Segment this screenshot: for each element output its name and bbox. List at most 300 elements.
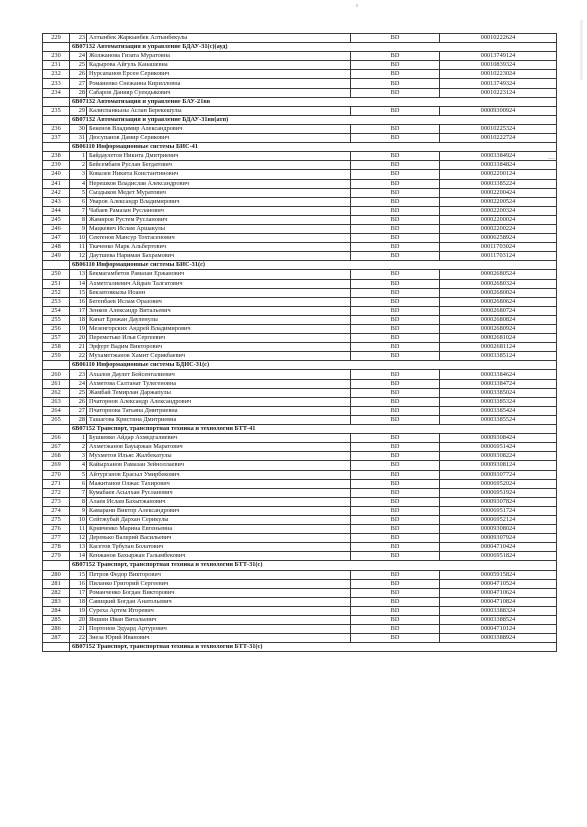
table-row	[43, 61, 557, 70]
student-name: Мухметов Ильяс Жалбекатулы	[87, 452, 351, 461]
diploma-number: 00013749324	[440, 79, 557, 88]
row-number: 249	[43, 252, 70, 261]
diploma-number: 00009307824	[440, 497, 557, 506]
group-row-number: 28	[70, 415, 87, 424]
row-number: 286	[43, 625, 70, 634]
group-row-number: 26	[70, 397, 87, 406]
row-number: 287	[43, 634, 70, 643]
table-row	[43, 343, 557, 352]
degree-code: BD	[351, 106, 440, 115]
student-name: Мухаметжанов Хамит Серикбаевич	[87, 352, 351, 361]
row-number: 266	[43, 434, 70, 443]
degree-code: BD	[351, 452, 440, 461]
diploma-number: 00003388924	[440, 634, 557, 643]
row-number: 259	[43, 352, 70, 361]
diploma-number: 00010839324	[440, 61, 557, 70]
table-row	[43, 79, 557, 88]
student-name: Бекмагамбетов Рамазан Ержанович	[87, 270, 351, 279]
group-row-number: 20	[70, 334, 87, 343]
diploma-number: 00010223024	[440, 70, 557, 79]
row-number: 250	[43, 270, 70, 279]
row-number: 275	[43, 515, 70, 524]
diploma-number: 00009308224	[440, 452, 557, 461]
group-row-number: 6	[70, 479, 87, 488]
row-number: 239	[43, 161, 70, 170]
diploma-number: 00002200424	[440, 188, 557, 197]
diploma-number: 00002200524	[440, 197, 557, 206]
student-name: Петров Федор Викторович	[87, 570, 351, 579]
student-name: Суреха Артем Игоревич	[87, 606, 351, 615]
diploma-number: 00002680024	[440, 288, 557, 297]
student-name: Деревько Валерий Васильевич	[87, 534, 351, 543]
student-name: Бегенбаев Ислам Оразович	[87, 297, 351, 306]
diploma-number: 00003385124	[440, 352, 557, 361]
degree-code: BD	[351, 434, 440, 443]
table-row	[43, 370, 557, 379]
table-row	[43, 170, 557, 179]
group-header-row	[43, 143, 557, 152]
row-number: 276	[43, 525, 70, 534]
group-header-row	[43, 643, 557, 652]
degree-code: BD	[351, 252, 440, 261]
group-row-number: 12	[70, 534, 87, 543]
student-name: Пчаторнов Александр Александрович	[87, 397, 351, 406]
table-row	[43, 570, 557, 579]
group-row-number: 12	[70, 252, 87, 261]
group-header-blank	[43, 261, 70, 270]
degree-code: BD	[351, 188, 440, 197]
student-name: Калиспанкызы Аслан Берекешулы	[87, 106, 351, 115]
group-header-blank	[43, 97, 70, 106]
diploma-number: 00003385324	[440, 397, 557, 406]
diploma-number: 00003385224	[440, 179, 557, 188]
student-name: Камарани Виктор Александрович	[87, 506, 351, 515]
row-number: 247	[43, 234, 70, 243]
table-row	[43, 497, 557, 506]
row-number: 260	[43, 370, 70, 379]
diploma-number: 00002680324	[440, 279, 557, 288]
diploma-number: 00006951924	[440, 488, 557, 497]
diploma-number: 00002200324	[440, 206, 557, 215]
row-number: 261	[43, 379, 70, 388]
row-number: 246	[43, 224, 70, 233]
student-name: Уваров Александр Владимирович	[87, 197, 351, 206]
student-name: Жолжанова Гизата Муратовна	[87, 52, 351, 61]
diploma-number: 00006952124	[440, 515, 557, 524]
table-row	[43, 543, 557, 552]
student-name: Кадырова Айгуль Канашевна	[87, 61, 351, 70]
diploma-number: 00002680624	[440, 297, 557, 306]
diploma-number: 00006951424	[440, 443, 557, 452]
group-header-title: 6В07152 Транспорт, транспортная техника и технологии БТТ-31(с)	[70, 643, 557, 652]
table-row	[43, 288, 557, 297]
table-row	[43, 325, 557, 334]
group-header-row	[43, 115, 557, 124]
degree-code: BD	[351, 70, 440, 79]
group-row-number: 7	[70, 488, 87, 497]
group-header-title: 6В06110 Информационные системы БИС-41	[70, 143, 557, 152]
row-number: 251	[43, 279, 70, 288]
student-name: Переметько Илья Сергеевич	[87, 334, 351, 343]
table-row	[43, 606, 557, 615]
student-name: Нерешков Владислав Александрович	[87, 179, 351, 188]
table-row	[43, 579, 557, 588]
row-number: 253	[43, 297, 70, 306]
row-number: 282	[43, 588, 70, 597]
group-row-number: 20	[70, 616, 87, 625]
student-name: Дюсупанов Дамир Серикович	[87, 134, 351, 143]
group-row-number: 30	[70, 124, 87, 133]
row-number: 240	[43, 170, 70, 179]
student-name: Ткаченко Марк Альбертович	[87, 243, 351, 252]
student-name: Эрфурт Вадим Викторович	[87, 343, 351, 352]
diploma-number: 00002680924	[440, 325, 557, 334]
group-row-number: 9	[70, 224, 87, 233]
student-name: Касетов Трбулан Болатович	[87, 543, 351, 552]
diploma-number: 00006952024	[440, 479, 557, 488]
degree-code: BD	[351, 406, 440, 415]
diploma-number: 00003388324	[440, 606, 557, 615]
row-number: 242	[43, 188, 70, 197]
degree-code: BD	[351, 379, 440, 388]
row-number: 248	[43, 243, 70, 252]
table-row	[43, 215, 557, 224]
table-row	[43, 352, 557, 361]
group-row-number: 18	[70, 315, 87, 324]
table-row	[43, 625, 557, 634]
diploma-number: 00003385524	[440, 415, 557, 424]
diploma-number: 00011703024	[440, 243, 557, 252]
table-row	[43, 534, 557, 543]
degree-code: BD	[351, 206, 440, 215]
student-name: Пиланко Григорий Сергеевич	[87, 579, 351, 588]
row-number: 271	[43, 479, 70, 488]
row-number: 235	[43, 106, 70, 115]
diploma-number: 00011703124	[440, 252, 557, 261]
student-name: Сейтжубай Дархан Серикулы	[87, 515, 351, 524]
row-number: 262	[43, 388, 70, 397]
row-number: 229	[43, 34, 70, 43]
group-row-number: 18	[70, 597, 87, 606]
degree-code: BD	[351, 79, 440, 88]
row-number: 264	[43, 406, 70, 415]
degree-code: BD	[351, 397, 440, 406]
group-header-blank	[43, 425, 70, 434]
row-number: 231	[43, 61, 70, 70]
degree-code: BD	[351, 634, 440, 643]
degree-code: BD	[351, 443, 440, 452]
group-header-blank	[43, 643, 70, 652]
row-number: 281	[43, 579, 70, 588]
group-row-number: 5	[70, 188, 87, 197]
table-row	[43, 597, 557, 606]
degree-code: BD	[351, 606, 440, 615]
diploma-number: 00004710424	[440, 543, 557, 552]
degree-code: BD	[351, 288, 440, 297]
table-row	[43, 297, 557, 306]
degree-code: BD	[351, 270, 440, 279]
group-header-title: 6В06110 Информационные системы БИС-31(с)	[70, 261, 557, 270]
group-row-number: 25	[70, 61, 87, 70]
table-row	[43, 270, 557, 279]
row-number: 233	[43, 79, 70, 88]
group-header-title: 6В07132 Автоматизация и управление БДАУ-31вв(атп)	[70, 115, 557, 124]
group-row-number: 14	[70, 552, 87, 561]
group-row-number: 14	[70, 279, 87, 288]
row-number: 258	[43, 343, 70, 352]
degree-code: BD	[351, 579, 440, 588]
diploma-number: 00010222624	[440, 34, 557, 43]
student-name: Ташагова Кристина Дмитриевна	[87, 415, 351, 424]
table-row	[43, 88, 557, 97]
group-row-number: 29	[70, 106, 87, 115]
group-row-number: 10	[70, 234, 87, 243]
row-number: 283	[43, 597, 70, 606]
group-row-number: 16	[70, 579, 87, 588]
student-name: Мацкевич Ислам Аршакулы	[87, 224, 351, 233]
degree-code: BD	[351, 525, 440, 534]
row-number: 278	[43, 543, 70, 552]
degree-code: BD	[351, 461, 440, 470]
group-row-number: 17	[70, 306, 87, 315]
table-row	[43, 443, 557, 452]
group-row-number: 9	[70, 506, 87, 515]
degree-code: BD	[351, 279, 440, 288]
scan-mark-top	[356, 4, 358, 7]
row-number: 244	[43, 206, 70, 215]
diploma-number: 00009307924	[440, 534, 557, 543]
student-name: Алтынбек Жаркынбек Алтынбекулы	[87, 34, 351, 43]
table-row	[43, 506, 557, 515]
student-name: Байдаулетов Никита Дмитриевич	[87, 152, 351, 161]
table-row	[43, 552, 557, 561]
row-number: 279	[43, 552, 70, 561]
row-number: 265	[43, 415, 70, 424]
row-number: 267	[43, 443, 70, 452]
diploma-number: 00009307724	[440, 470, 557, 479]
table-row	[43, 334, 557, 343]
degree-code: BD	[351, 315, 440, 324]
student-name: Даутшева Нариман Бахрамович	[87, 252, 351, 261]
degree-code: BD	[351, 215, 440, 224]
table-row	[43, 197, 557, 206]
diploma-number: 00006951724	[440, 506, 557, 515]
row-number: 268	[43, 452, 70, 461]
group-row-number: 13	[70, 543, 87, 552]
student-name: Кенжанов Бахыржан Галымбекович	[87, 552, 351, 561]
degree-code: BD	[351, 224, 440, 233]
degree-code: BD	[351, 88, 440, 97]
group-row-number: 25	[70, 388, 87, 397]
diploma-number: 00002200124	[440, 170, 557, 179]
degree-code: BD	[351, 370, 440, 379]
row-number: 230	[43, 52, 70, 61]
group-row-number: 2	[70, 443, 87, 452]
student-list-sheet	[42, 33, 540, 652]
table-row	[43, 434, 557, 443]
student-name: Чабаев Рамазан Русланович	[87, 206, 351, 215]
student-name: Нурсапанов Ерсен Серикович	[87, 70, 351, 79]
student-name: Зенков Александр Витальевич	[87, 306, 351, 315]
group-header-title: 6В07132 Автоматизация и управление БДАУ-31(с)(ауд)	[70, 43, 557, 52]
table-row	[43, 634, 557, 643]
group-row-number: 3	[70, 170, 87, 179]
group-header-blank	[43, 115, 70, 124]
row-number: 254	[43, 306, 70, 315]
row-number: 243	[43, 197, 70, 206]
degree-code: BD	[351, 170, 440, 179]
diploma-number: 00002681024	[440, 334, 557, 343]
degree-code: BD	[351, 506, 440, 515]
diploma-number: 00010222724	[440, 134, 557, 143]
diploma-number: 00003385424	[440, 406, 557, 415]
student-name: Кривченко Марина Евгеньевна	[87, 525, 351, 534]
table-row	[43, 452, 557, 461]
degree-code: BD	[351, 388, 440, 397]
degree-code: BD	[351, 497, 440, 506]
group-row-number: 5	[70, 470, 87, 479]
table-row	[43, 315, 557, 324]
table-row	[43, 243, 557, 252]
group-row-number: 13	[70, 270, 87, 279]
degree-code: BD	[351, 515, 440, 524]
group-row-number: 23	[70, 370, 87, 379]
student-name: Яншин Иван Витальевич	[87, 616, 351, 625]
table-row	[43, 406, 557, 415]
table-row	[43, 124, 557, 133]
group-row-number: 1	[70, 434, 87, 443]
student-name: Жамбай Темирлан Даржапулы	[87, 388, 351, 397]
degree-code: BD	[351, 152, 440, 161]
row-number: 255	[43, 315, 70, 324]
student-table	[42, 33, 557, 652]
diploma-number: 00003384824	[440, 161, 557, 170]
degree-code: BD	[351, 197, 440, 206]
degree-code: BD	[351, 543, 440, 552]
student-name: Кайырханов Рамазан Зейноллаевич	[87, 461, 351, 470]
table-row	[43, 70, 557, 79]
group-row-number: 27	[70, 406, 87, 415]
group-row-number: 11	[70, 243, 87, 252]
diploma-number: 00004710124	[440, 625, 557, 634]
group-row-number: 24	[70, 379, 87, 388]
table-row	[43, 397, 557, 406]
group-row-number: 4	[70, 179, 87, 188]
table-row	[43, 152, 557, 161]
student-name: Бейсембаев Руслан Бегдатович	[87, 161, 351, 170]
student-name: Романенко Снежанна Кирилловна	[87, 79, 351, 88]
diploma-number: 00005915824	[440, 570, 557, 579]
degree-code: BD	[351, 625, 440, 634]
group-row-number: 1	[70, 152, 87, 161]
student-name: Ковалев Никита Константинович	[87, 170, 351, 179]
table-row	[43, 461, 557, 470]
group-row-number: 23	[70, 34, 87, 43]
group-header-row	[43, 97, 557, 106]
row-number: 232	[43, 70, 70, 79]
diploma-number: 00003385024	[440, 388, 557, 397]
student-name: Мажитанов Олжас Тахирович	[87, 479, 351, 488]
group-row-number: 28	[70, 88, 87, 97]
group-header-title: 6В07152 Транспорт, транспортная техника и технологии БТТ-41	[70, 425, 557, 434]
degree-code: BD	[351, 588, 440, 597]
group-row-number: 26	[70, 70, 87, 79]
student-name: Савицкий Богдан Анатольевич	[87, 597, 351, 606]
group-header-blank	[43, 361, 70, 370]
student-name: Бекзатовкызы Иоанн	[87, 288, 351, 297]
group-header-title: 6В07132 Автоматизация и управление БАУ-21вв	[70, 97, 557, 106]
degree-code: BD	[351, 61, 440, 70]
degree-code: BD	[351, 306, 440, 315]
student-name: Ахылов Даулет Бейсенгалиевич	[87, 370, 351, 379]
degree-code: BD	[351, 552, 440, 561]
group-row-number: 17	[70, 588, 87, 597]
student-name: Алаев Ислам Бахытжанович	[87, 497, 351, 506]
row-number: 285	[43, 616, 70, 625]
group-row-number: 22	[70, 634, 87, 643]
diploma-number: 00006258924	[440, 234, 557, 243]
group-header-blank	[43, 561, 70, 570]
group-header-blank	[43, 43, 70, 52]
group-row-number: 21	[70, 625, 87, 634]
diploma-number: 00004710824	[440, 597, 557, 606]
group-row-number: 7	[70, 206, 87, 215]
student-name: Ахметжанов Бауыржан Маратович	[87, 443, 351, 452]
student-name: Сектенов Мансур Тохтасенович	[87, 234, 351, 243]
student-name: Романченко Богдан Викторович	[87, 588, 351, 597]
row-number: 263	[43, 397, 70, 406]
row-number: 273	[43, 497, 70, 506]
diploma-number: 00013749124	[440, 52, 557, 61]
table-row	[43, 224, 557, 233]
degree-code: BD	[351, 52, 440, 61]
diploma-number: 00002680524	[440, 270, 557, 279]
table-row	[43, 134, 557, 143]
degree-code: BD	[351, 124, 440, 133]
diploma-number: 00002200024	[440, 215, 557, 224]
student-name: Сыздыков Медет Муратович	[87, 188, 351, 197]
student-name: Пчаторнова Татьяна Дмитриевна	[87, 406, 351, 415]
row-number: 234	[43, 88, 70, 97]
row-number: 274	[43, 506, 70, 515]
degree-code: BD	[351, 334, 440, 343]
student-name: Зиеза Юрий Иванович	[87, 634, 351, 643]
group-row-number: 10	[70, 515, 87, 524]
student-name: Сабаров Данияр Суендыкович	[87, 88, 351, 97]
student-name: Портонов Эдуард Артурович	[87, 625, 351, 634]
diploma-number: 00004710624	[440, 588, 557, 597]
group-row-number: 21	[70, 343, 87, 352]
degree-code: BD	[351, 134, 440, 143]
degree-code: BD	[351, 343, 440, 352]
degree-code: BD	[351, 161, 440, 170]
group-row-number: 6	[70, 197, 87, 206]
student-name: Айтурганов Ерасыл Умирбекович	[87, 470, 351, 479]
row-number: 284	[43, 606, 70, 615]
degree-code: BD	[351, 534, 440, 543]
table-row	[43, 279, 557, 288]
degree-code: BD	[351, 179, 440, 188]
degree-code: BD	[351, 243, 440, 252]
row-number: 256	[43, 325, 70, 334]
degree-code: BD	[351, 415, 440, 424]
diploma-number: 00006951824	[440, 552, 557, 561]
student-name: Мезенгорских Андрей Владимирович	[87, 325, 351, 334]
row-number: 270	[43, 470, 70, 479]
group-header-title: 6В07152 Транспорт, транспортная техника и технологии БТТ-31(с)	[70, 561, 557, 570]
table-row	[43, 34, 557, 43]
row-number: 237	[43, 134, 70, 143]
